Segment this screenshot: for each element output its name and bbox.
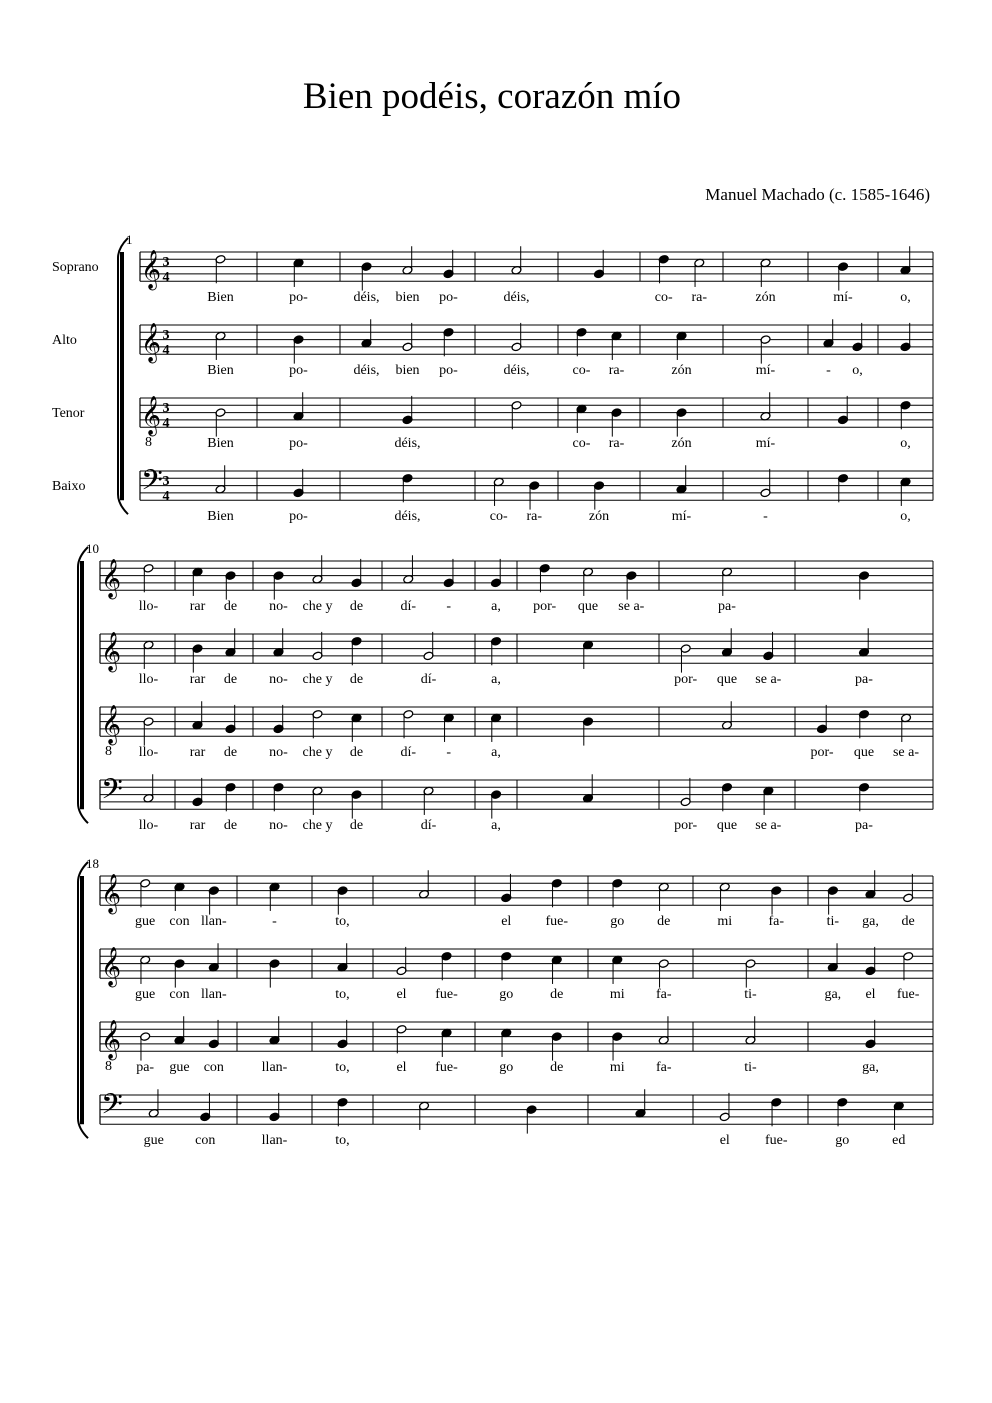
lyric-syllable: a, bbox=[491, 599, 501, 615]
lyric-syllable: de bbox=[223, 672, 238, 688]
lyric-syllable: con bbox=[203, 1060, 224, 1076]
lyric-syllable: con bbox=[169, 987, 190, 1003]
lyric-syllable: que bbox=[716, 818, 738, 834]
lyric-syllable: o, bbox=[852, 363, 863, 379]
treble-clef: 𝄞 bbox=[101, 558, 122, 599]
lyric-syllable: déis, bbox=[394, 509, 421, 525]
lyric-syllable: que bbox=[716, 672, 738, 688]
lyric-syllable: no- bbox=[269, 672, 288, 688]
treble-clef: 𝄞 bbox=[101, 631, 122, 672]
lyric-syllable: por- bbox=[674, 672, 698, 688]
lyric-syllable: ga, bbox=[862, 914, 879, 930]
lyric-syllable: fue- bbox=[545, 914, 569, 930]
lyric-syllable: pa- bbox=[855, 672, 873, 688]
lyric-syllable: no- bbox=[269, 745, 288, 761]
lyric-syllable: o, bbox=[900, 509, 911, 525]
lyric-syllable: de bbox=[901, 914, 915, 930]
lyric-syllable: - bbox=[826, 363, 831, 379]
lyric-syllable: rar bbox=[189, 599, 206, 615]
lyric-syllable: de bbox=[550, 987, 564, 1003]
lyric-syllable: mi bbox=[609, 987, 625, 1003]
octave-mark: 8 bbox=[105, 744, 112, 760]
lyric-syllable: llan- bbox=[261, 1133, 288, 1149]
lyric-syllable: ra- bbox=[691, 290, 708, 306]
lyric-syllable: déis, bbox=[503, 363, 530, 379]
lyric-syllable: bien bbox=[395, 363, 420, 379]
lyric-syllable: ed bbox=[892, 1133, 906, 1149]
lyric-syllable: llan- bbox=[201, 987, 227, 1003]
lyric-syllable: mí- bbox=[833, 290, 853, 306]
lyric-syllable: go bbox=[499, 1060, 514, 1076]
lyric-syllable: gue bbox=[135, 914, 156, 930]
time-signature-bottom: 4 bbox=[162, 488, 170, 504]
time-signature-bottom: 4 bbox=[162, 415, 170, 431]
measure-number: 18 bbox=[86, 856, 99, 871]
lyric-syllable: el bbox=[865, 987, 876, 1003]
lyric-syllable: ra- bbox=[608, 436, 625, 452]
lyric-syllable: no- bbox=[269, 818, 288, 834]
lyric-syllable: che y bbox=[302, 599, 333, 615]
lyric-syllable: a, bbox=[491, 818, 501, 834]
lyric-syllable: de bbox=[349, 672, 364, 688]
lyric-syllable: po- bbox=[289, 363, 308, 379]
lyric-syllable: fa- bbox=[655, 987, 672, 1003]
page-title: Bien podéis, corazón mío bbox=[302, 76, 682, 117]
lyric-syllable: por- bbox=[810, 745, 834, 761]
octave-mark: 8 bbox=[145, 435, 152, 451]
lyric-syllable: mi bbox=[717, 914, 733, 930]
lyric-syllable: che y bbox=[302, 672, 333, 688]
lyric-syllable: to, bbox=[335, 987, 350, 1003]
time-signature-bottom: 4 bbox=[162, 269, 170, 285]
lyric-syllable: de bbox=[657, 914, 671, 930]
lyric-syllable: pa- bbox=[718, 599, 736, 615]
lyric-syllable: ra- bbox=[526, 509, 543, 525]
lyric-syllable: de bbox=[349, 818, 364, 834]
lyric-syllable: por- bbox=[674, 818, 698, 834]
lyric-syllable: mí- bbox=[671, 509, 692, 525]
time-signature-top: 3 bbox=[162, 254, 170, 270]
lyric-syllable: por- bbox=[533, 599, 557, 615]
treble-clef: 𝄞 bbox=[141, 249, 162, 290]
lyric-syllable: ti- bbox=[826, 914, 840, 930]
lyric-syllable: che y bbox=[302, 818, 333, 834]
lyric-syllable: - bbox=[763, 509, 768, 525]
lyric-syllable: go bbox=[835, 1133, 850, 1149]
lyric-syllable: llan- bbox=[261, 1060, 288, 1076]
lyric-syllable: dí- bbox=[400, 745, 417, 761]
lyric-syllable: pa- bbox=[855, 818, 873, 834]
lyric-syllable: o, bbox=[900, 436, 911, 452]
lyric-syllable: ra- bbox=[608, 363, 625, 379]
lyric-syllable: ga, bbox=[862, 1060, 879, 1076]
voice-label-alto: Alto bbox=[52, 332, 77, 348]
lyric-syllable: - bbox=[446, 599, 452, 615]
lyric-syllable: ga, bbox=[824, 987, 842, 1003]
lyric-syllable: déis, bbox=[353, 363, 380, 379]
lyric-syllable: - bbox=[272, 914, 277, 930]
lyric-syllable: el bbox=[719, 1133, 730, 1149]
octave-mark: 8 bbox=[105, 1059, 112, 1075]
lyric-syllable: de bbox=[550, 1060, 564, 1076]
lyric-syllable: to, bbox=[335, 1133, 350, 1149]
time-signature-top: 3 bbox=[162, 473, 170, 489]
treble-clef: 𝄞 bbox=[101, 1019, 122, 1060]
lyric-syllable: dí- bbox=[400, 599, 417, 615]
lyric-syllable: rar bbox=[189, 672, 206, 688]
lyric-syllable: to, bbox=[335, 914, 350, 930]
lyric-syllable: con bbox=[195, 1133, 216, 1149]
treble-clef: 𝄞 bbox=[141, 395, 162, 436]
lyric-syllable: de bbox=[349, 599, 364, 615]
lyric-syllable: gue bbox=[135, 987, 156, 1003]
lyric-syllable: no- bbox=[269, 599, 288, 615]
treble-clef: 𝄞 bbox=[141, 322, 162, 363]
voice-label-baixo: Baixo bbox=[52, 478, 86, 494]
lyric-syllable: gue bbox=[143, 1133, 164, 1149]
lyric-syllable: Bien bbox=[207, 436, 234, 452]
lyric-syllable: fa- bbox=[768, 914, 785, 930]
lyric-syllable: se a- bbox=[892, 745, 920, 761]
lyric-syllable: go bbox=[499, 987, 514, 1003]
lyric-syllable: a, bbox=[491, 672, 501, 688]
treble-clef: 𝄞 bbox=[101, 873, 122, 914]
lyric-syllable: que bbox=[853, 745, 875, 761]
lyric-syllable: dí- bbox=[420, 672, 437, 688]
lyric-syllable: de bbox=[223, 818, 238, 834]
lyric-syllable: mi bbox=[609, 1060, 625, 1076]
lyric-syllable: déis, bbox=[503, 290, 530, 306]
lyric-syllable: de bbox=[349, 745, 364, 761]
lyric-syllable: fue- bbox=[435, 1060, 458, 1076]
lyric-syllable: fue- bbox=[764, 1133, 788, 1149]
lyric-syllable: llo- bbox=[138, 672, 159, 688]
lyric-syllable: - bbox=[446, 745, 452, 761]
lyric-syllable: co- bbox=[572, 436, 591, 452]
lyric-syllable: rar bbox=[189, 818, 206, 834]
treble-clef: 𝄞 bbox=[101, 946, 122, 987]
lyric-syllable: fue- bbox=[435, 987, 458, 1003]
lyric-syllable: mí- bbox=[755, 363, 776, 379]
lyric-syllable: se a- bbox=[755, 818, 782, 834]
lyric-syllable: Bien bbox=[207, 509, 234, 525]
time-signature-top: 3 bbox=[162, 400, 170, 416]
lyric-syllable: fa- bbox=[655, 1060, 672, 1076]
lyric-syllable: po- bbox=[289, 290, 308, 306]
lyric-syllable: rar bbox=[189, 745, 206, 761]
composer-credit: Manuel Machado (c. 1585-1646) bbox=[705, 185, 930, 204]
lyric-syllable: de bbox=[223, 745, 238, 761]
lyric-syllable: ti- bbox=[744, 987, 757, 1003]
lyric-syllable: se a- bbox=[618, 599, 645, 615]
lyric-syllable: llan- bbox=[201, 914, 227, 930]
lyric-syllable: po- bbox=[439, 363, 458, 379]
lyric-syllable: gue bbox=[169, 1060, 190, 1076]
lyric-syllable: de bbox=[223, 599, 238, 615]
lyric-syllable: zón bbox=[671, 363, 692, 379]
lyric-syllable: Bien bbox=[207, 363, 234, 379]
voice-label-soprano: Soprano bbox=[52, 259, 99, 275]
lyric-syllable: déis, bbox=[394, 436, 421, 452]
lyric-syllable: mí- bbox=[755, 436, 776, 452]
lyric-syllable: zón bbox=[755, 290, 776, 306]
lyric-syllable: zón bbox=[671, 436, 692, 452]
score-systems bbox=[52, 232, 933, 1148]
lyric-syllable: a, bbox=[491, 745, 501, 761]
measure-number: 1 bbox=[126, 232, 133, 247]
lyric-syllable: el bbox=[396, 987, 407, 1003]
bass-clef: 𝄢 bbox=[101, 773, 123, 814]
lyric-syllable: bien bbox=[395, 290, 420, 306]
lyric-syllable: co- bbox=[572, 363, 591, 379]
lyric-syllable: llo- bbox=[138, 818, 159, 834]
lyric-syllable: ti- bbox=[744, 1060, 757, 1076]
lyric-syllable: con bbox=[169, 914, 190, 930]
lyric-syllable: co- bbox=[489, 509, 508, 525]
lyric-syllable: che y bbox=[302, 745, 333, 761]
lyric-syllable: po- bbox=[289, 509, 308, 525]
lyric-syllable: llo- bbox=[138, 745, 159, 761]
lyric-syllable: llo- bbox=[138, 599, 159, 615]
time-signature-bottom: 4 bbox=[162, 342, 170, 358]
measure-number: 10 bbox=[86, 541, 99, 556]
lyric-syllable: dí- bbox=[420, 818, 437, 834]
lyric-syllable: pa- bbox=[136, 1060, 155, 1076]
lyric-syllable: go bbox=[610, 914, 625, 930]
time-signature-top: 3 bbox=[162, 327, 170, 343]
lyric-syllable: to, bbox=[335, 1060, 350, 1076]
lyric-syllable: co- bbox=[654, 290, 673, 306]
lyric-syllable: po- bbox=[439, 290, 458, 306]
lyric-syllable: o, bbox=[900, 290, 911, 306]
lyric-syllable: po- bbox=[289, 436, 308, 452]
lyric-syllable: el bbox=[501, 914, 512, 930]
lyric-syllable: déis, bbox=[353, 290, 380, 306]
lyric-syllable: se a- bbox=[755, 672, 782, 688]
treble-clef: 𝄞 bbox=[101, 704, 122, 745]
bass-clef: 𝄢 bbox=[101, 1088, 123, 1129]
lyric-syllable: el bbox=[396, 1060, 407, 1076]
lyric-syllable: que bbox=[577, 599, 599, 615]
bass-clef: 𝄢 bbox=[141, 464, 163, 505]
lyric-syllable: zón bbox=[588, 509, 610, 525]
voice-label-tenor: Tenor bbox=[52, 405, 85, 421]
lyric-syllable: fue- bbox=[896, 987, 920, 1003]
lyric-syllable: Bien bbox=[207, 290, 234, 306]
